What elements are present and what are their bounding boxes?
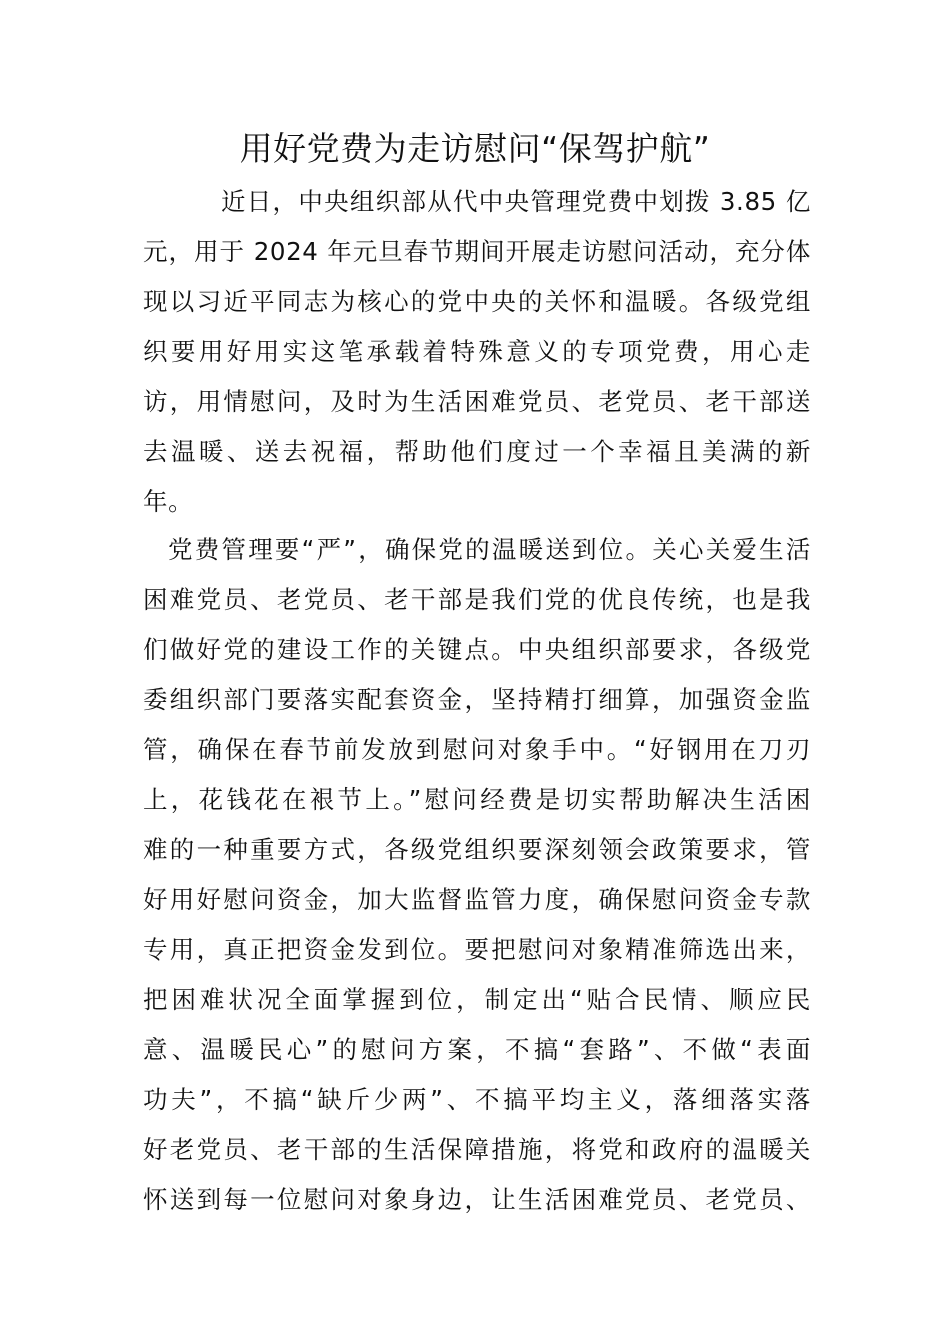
paragraph-line: 怀送到每一位慰问对象身边，让生活困难党员、老党员、 (143, 1185, 811, 1214)
paragraph-line: 元，用于 2024 年元旦春节期间开展走访慰问活动，充分体 (143, 237, 811, 266)
paragraph-line: 专用，真正把资金发到位。要把慰问对象精准筛选出来， (143, 935, 811, 964)
document-title: 用好党费为走访慰问“保驾护航” (239, 129, 711, 168)
paragraph-1 (143, 177, 811, 527)
paragraph-line: 织要用好用实这笔承载着特殊意义的专项党费，用心走 (143, 337, 811, 366)
paragraph-line: 上，花钱花在裉节上。”慰问经费是切实帮助解决生活困 (143, 785, 811, 814)
paragraph-line: 委组织部门要落实配套资金，坚持精打细算，加强资金监 (143, 685, 811, 714)
paragraph-line: 去温暖、送去祝福，帮助他们度过一个幸福且美满的新 (143, 437, 811, 466)
paragraph-line: 现以习近平同志为核心的党中央的关怀和温暖。各级党组 (143, 287, 811, 316)
paragraph-line: 好老党员、老干部的生活保障措施，将党和政府的温暖关 (143, 1135, 811, 1164)
paragraph-line: 们做好党的建设工作的关键点。中央组织部要求，各级党 (143, 635, 811, 664)
paragraph-line: 好用好慰问资金，加大监督监管力度，确保慰问资金专款 (143, 885, 811, 914)
paragraph-line: 年。 (143, 487, 194, 516)
paragraph-line: 访，用情慰问，及时为生活困难党员、老党员、老干部送 (143, 387, 811, 416)
paragraph-line: 难的一种重要方式，各级党组织要深刻领会政策要求，管 (143, 835, 811, 864)
paragraph-line: 把困难状况全面掌握到位，制定出“贴合民情、顺应民 (143, 985, 811, 1014)
paragraph-2 (143, 525, 811, 1225)
paragraph-line: 近日，中央组织部从代中央管理党费中划拨 3.85 亿 (221, 187, 811, 216)
paragraph-line: 管，确保在春节前发放到慰问对象手中。“好钢用在刀刃 (143, 735, 811, 764)
paragraph-line: 党费管理要“严”，确保党的温暖送到位。关心关爱生活 (168, 535, 811, 564)
paragraph-line: 意、温暖民心”的慰问方案，不搞“套路”、不做“表面 (143, 1035, 811, 1064)
paragraph-line: 功夫”，不搞“缺斤少两”、不搞平均主义，落细落实落 (143, 1085, 811, 1114)
paragraph-line: 困难党员、老党员、老干部是我们党的优良传统，也是我 (143, 585, 811, 614)
